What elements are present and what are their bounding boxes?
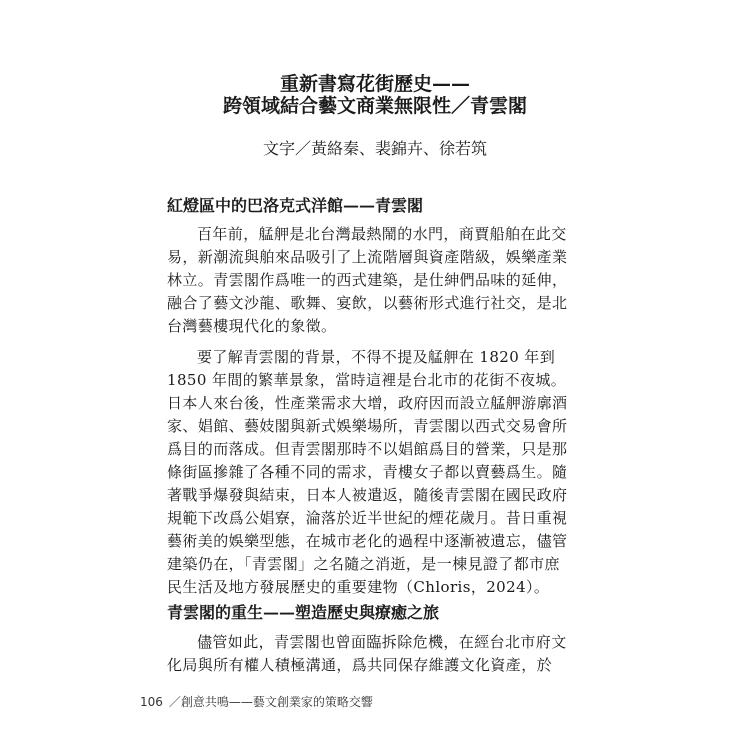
paragraph-line: 藝術美的娛樂型態，在城市老化的過程中逐漸被遺忘，儘管: [167, 532, 568, 550]
paragraph-line: 融合了藝文沙龍、歌舞、宴飲，以藝術形式進行社交，是北: [167, 294, 568, 312]
author-byline: 文字／黃絡秦、裴錦卉、徐若筑: [262, 139, 487, 158]
paragraph-line: 台灣藝樓現代化的象徵。: [167, 317, 337, 335]
paragraph-line: 著戰爭爆發與結束，日本人被遣返，隨後青雲閣在國民政府: [167, 486, 568, 504]
paragraph-line: 家、娼館、藝妓閣與新式娛樂場所，青雲閣以西式交易會所: [167, 417, 568, 435]
paragraph-line: 儘管如此，青雲閣也曾面臨拆除危機，在經台北市府文: [197, 633, 567, 651]
paragraph-line: 建築仍在，「青雲閣」之名隨之消逝，是一棟見證了都市庶: [167, 555, 560, 573]
article-title-line-2: 跨領域結合藝文商業無限性／青雲閣: [222, 95, 527, 117]
paragraph-line: 百年前，艋舺是北台灣最熱鬧的水門，商賈船舶在此交: [197, 225, 567, 243]
paragraph-line: 要了解青雲閣的背景，不得不提及艋舺在 1820 年到: [197, 348, 556, 366]
paragraph-line: 民生活及地方發展歷史的重要建物（Chloris，2024）。: [167, 578, 550, 596]
paragraph-line: 規範下改爲公娼寮，淪落於近半世紀的煙花歲月。昔日重視: [167, 509, 568, 527]
page-footer: [140, 694, 373, 710]
running-title: ／創意共鳴——藝文創業家的策略交響: [168, 695, 373, 709]
paragraph-line: 林立。青雲閣作爲唯一的西式建築，是仕紳們品味的延伸，: [167, 271, 568, 289]
paragraph-line: 化局與所有權人積極溝通，爲共同保存維護文化資產，於: [167, 656, 553, 674]
paragraph-line: 易，新潮流與舶來品吸引了上流階層與資產階級，娛樂產業: [167, 248, 568, 266]
section-heading-1: 紅燈區中的巴洛克式洋館——青雲閣: [167, 196, 424, 215]
paragraph-line: 爲目的而落成。但青雲閣那時不以娼館爲目的營業，只是那: [167, 440, 568, 458]
paragraph-line: 日本人來台後，性產業需求大增，政府因而設立艋舺游廓酒: [167, 394, 568, 412]
paragraph-line: 1850 年間的繁華景象，當時這裡是台北市的花街不夜城。: [167, 371, 567, 389]
article-title-line-1: 重新書寫花街歷史——: [279, 73, 470, 95]
paragraph-line: 條街區摻雜了各種不同的需求，青樓女子都以賣藝爲生。隨: [167, 463, 568, 481]
page-number: 106: [140, 695, 163, 709]
section-heading-2: 青雲閣的重生——塑造歷史與療癒之旅: [167, 603, 440, 622]
